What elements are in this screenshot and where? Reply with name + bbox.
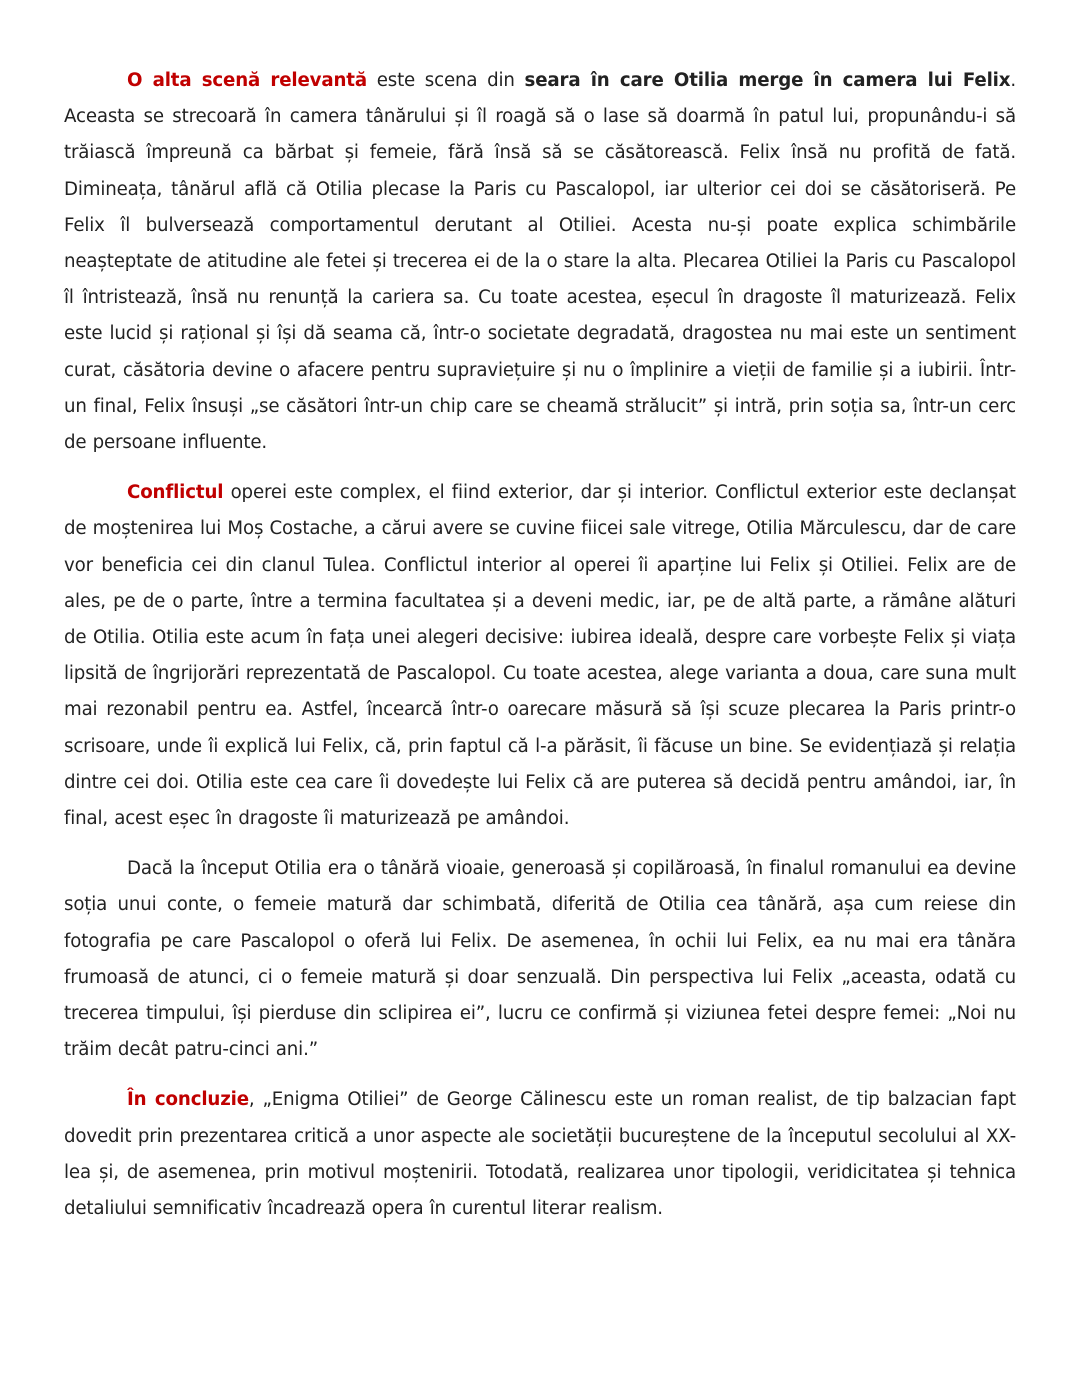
paragraph-scene	[64, 63, 1016, 461]
bold-run-scene-title: seara în care Otilia merge în camera lui Felix	[524, 70, 1011, 91]
text-run: , „Enigma Otiliei” de George Călinescu este un roman realist, de tip balzacian fapt dovedit prin prezentarea critică a unor aspecte ale societății bucureștene de la începutul secolului al XX-lea și, de asemenea, prin motivul moștenirii. Totodată, realizarea unor tipologii, veridicitatea și tehnica detaliului semnificativ încadrează opera în curentul literar realism.	[64, 1089, 1016, 1220]
text-run: este scena din	[366, 70, 525, 91]
heading-run-conflict: Conflictul	[127, 482, 224, 504]
heading-run-conclusion: În concluzie	[127, 1089, 249, 1111]
text-run: operei este complex, el fiind exterior, dar și interior. Conflictul exterior este declanșat de moștenirea lui Moș Costache, a cărui avere se cuvine fiicei sale vitrege, Otilia Mărculescu, dar de care vor beneficia cei din clanul Tulea. Conflictul interior al operei îi aparține lui Felix și Otiliei. Felix are de ales, pe de o parte, între a termina facultatea și a deveni medic, iar, pe de altă parte, a rămâne alături de Otilia. Otilia este acum în fața unei alegeri decisive: iubirea ideală, despre care vorbește Felix și viața lipsită de îngrijorări reprezentată de Pascalopol. Cu toate acestea, alege varianta a doua, care suna mult mai rezonabil pentru ea. Astfel, încearcă într-o oarecare măsură să își scuze plecarea la Paris printr-o scrisoare, unde îi explică lui Felix, că, prin faptul că l-a părăsit, îi făcuse un bine. Se evidențiază și relația dintre cei doi. Otilia este cea care îi dovedește lui Felix că are puterea să decidă pentru amândoi, iar, în final, acest eșec în dragoste îi maturizează pe amândoi.	[64, 482, 1016, 830]
paragraph-otilia-evolution	[64, 851, 1016, 1068]
paragraph-conflict	[64, 475, 1016, 837]
text-run: Dacă la început Otilia era o tânără vioaie, generoasă și copilăroasă, în finalul romanului ea devine soția unui conte, o femeie matură dar schimbată, diferită de Otilia cea tânără, așa cum reiese din fotografia pe care Pascalopol o oferă lui Felix. De asemenea, în ochii lui Felix, ea nu mai era tânăra frumoasă de atunci, ci o femeie matură și doar senzuală. Din perspectiva lui Felix „aceasta, odată cu trecerea timpului, își pierduse din sclipirea ei”, lucru ce confirmă și viziunea fetei despre femei: „Noi nu trăim decât patru-cinci ani.”	[64, 858, 1016, 1061]
heading-run-scene: O alta scenă relevantă	[127, 70, 367, 91]
paragraph-conclusion	[64, 1082, 1016, 1227]
document-page	[64, 63, 1016, 1241]
text-run: . Aceasta se strecoară în camera tânărului și îl roagă să o lase să doarmă în patul lui, propunându-i să trăiască împreună ca bărbat și femeie, fără însă să se căsătorească. Felix însă nu profită de fată. Dimineața, tânărul află că Otilia plecase la Paris cu Pascalopol, iar ulterior cei doi se căsătoriseră. Pe Felix îl bulversează comportamentul derutant al Otiliei. Acesta nu-și poate explica schimbările neașteptate de atitudine ale fetei și trecerea ei de la o stare la alta. Plecarea Otiliei la Paris cu Pascalopol îl întristează, însă nu renunță la cariera sa. Cu toate acestea, eșecul în dragoste îl maturizează. Felix este lucid și rațional și își dă seama că, într-o societate degradată, dragostea nu mai este un sentiment curat, căsătoria devine o afacere pentru supraviețuire și nu o împlinire a vieții de familie și a iubirii. Într-un final, Felix însuși „se căsători într-un chip care se cheamă strălucit” și intră, prin soția sa, într-un cerc de persoane influente.	[64, 70, 1016, 454]
